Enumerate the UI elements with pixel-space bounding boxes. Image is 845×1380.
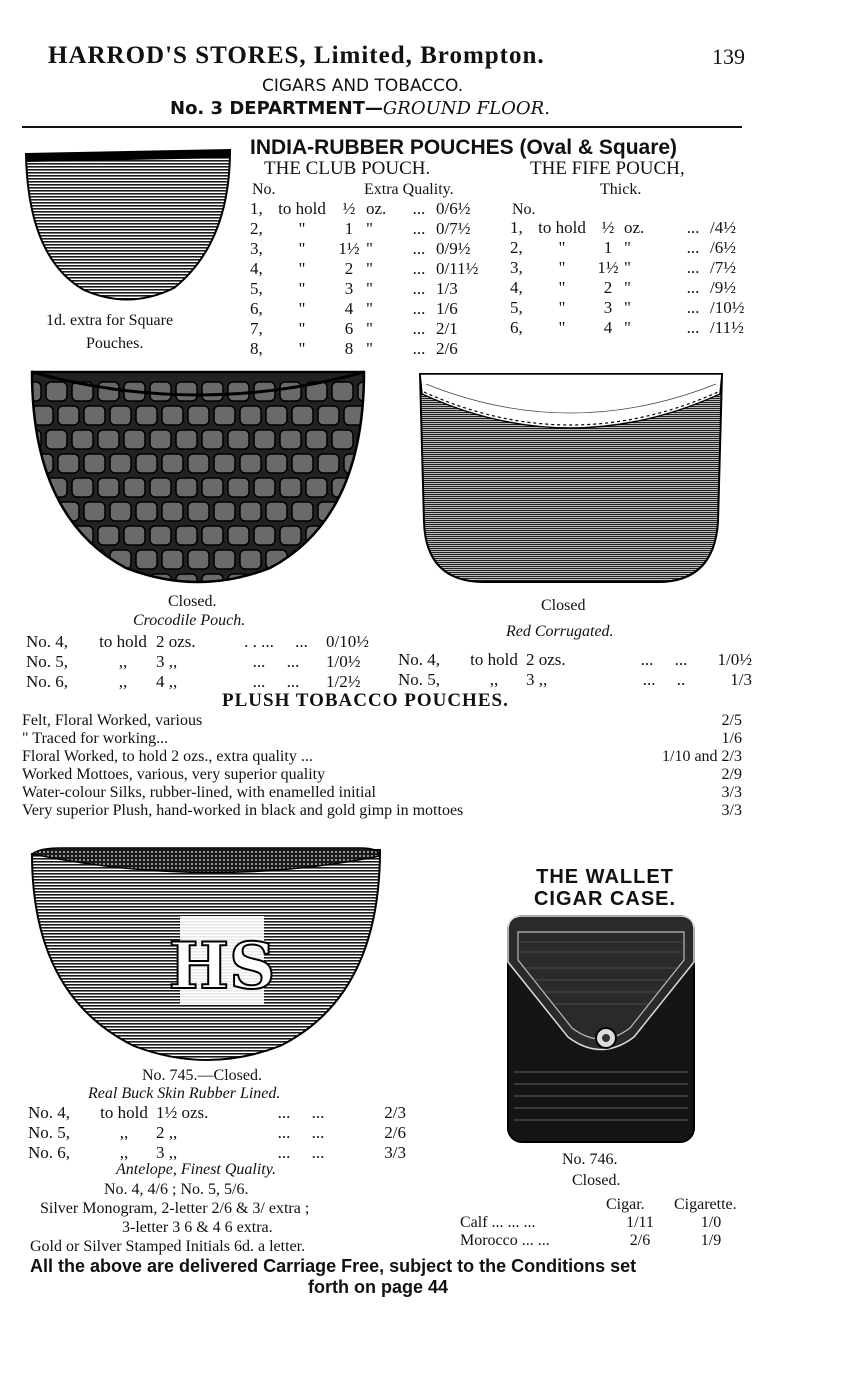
row-quantity: 4 ,, bbox=[156, 672, 178, 691]
square-note-line1: 1d. extra for Square bbox=[46, 312, 174, 329]
rubber-pouches-heading: INDIA-RUBBER POUCHES (Oval & Square) bbox=[250, 136, 678, 159]
row-unit: " bbox=[624, 258, 631, 277]
corrugated-pouch-illustration bbox=[418, 372, 724, 586]
row-hold: " bbox=[558, 298, 566, 317]
rubber-pouch-illustration bbox=[24, 148, 236, 308]
plush-description: Worked Mottoes, various, very superior quality bbox=[22, 766, 326, 783]
fife-pouch-row bbox=[510, 298, 760, 318]
fife-col-thick: Thick. bbox=[600, 181, 642, 198]
row-number: 5, bbox=[510, 298, 523, 317]
plush-description: " Traced for working... bbox=[22, 730, 169, 747]
buckskin-row bbox=[28, 1103, 406, 1123]
row-hold: ,, bbox=[119, 1123, 129, 1142]
row-unit: " bbox=[624, 298, 631, 317]
row-leader: ... ... bbox=[277, 1143, 325, 1162]
category-heading: CIGARS AND TOBACCO. bbox=[262, 76, 464, 96]
row-leader: ... bbox=[412, 279, 426, 298]
row-quantity: 3 ,, bbox=[156, 1143, 178, 1162]
row-quantity: 2 bbox=[603, 278, 613, 297]
row-number: No. 4, bbox=[28, 1103, 71, 1122]
row-quantity: 6 bbox=[344, 319, 354, 338]
row-quantity: 1½ bbox=[597, 258, 619, 277]
club-pouch-row bbox=[250, 239, 486, 259]
row-quantity: 8 bbox=[344, 339, 354, 358]
row-hold: to hold bbox=[278, 199, 326, 218]
row-unit: " bbox=[624, 278, 631, 297]
row-number: 6, bbox=[250, 299, 263, 318]
row-hold: ,, bbox=[119, 1143, 129, 1162]
row-hold: ,, bbox=[118, 672, 128, 691]
row-price: 0/7½ bbox=[436, 219, 471, 238]
row-number: 3, bbox=[250, 239, 263, 258]
row-leader: ... ... bbox=[277, 1103, 325, 1122]
row-unit: " bbox=[366, 219, 373, 238]
row-number: No. 5, bbox=[398, 670, 441, 689]
plush-row bbox=[22, 802, 742, 820]
row-hold: to hold bbox=[470, 650, 518, 669]
row-number: 4, bbox=[250, 259, 263, 278]
row-leader: ... bbox=[686, 278, 700, 297]
row-leader: ... bbox=[412, 239, 426, 258]
department-line: No. 3 DEPARTMENT—GROUND FLOOR. bbox=[170, 98, 550, 119]
buckskin-row bbox=[28, 1123, 406, 1143]
row-leader: ... bbox=[412, 219, 426, 238]
plush-price: 3/3 bbox=[721, 784, 742, 801]
row-price: 1/3 bbox=[730, 670, 752, 689]
plush-price: 2/5 bbox=[721, 712, 742, 729]
wallet-col-cigar: Cigar. bbox=[606, 1196, 645, 1213]
footer-line1: All the above are delivered Carriage Free, subject to the Conditions set bbox=[30, 1256, 637, 1276]
row-number: No. 4, bbox=[398, 650, 441, 669]
buckskin-row bbox=[28, 1143, 406, 1163]
square-note-line2: Pouches. bbox=[86, 335, 144, 352]
row-leader: ... bbox=[412, 339, 426, 358]
plush-price: 1/6 bbox=[721, 730, 742, 747]
row-number: No. 5, bbox=[28, 1123, 71, 1142]
row-hold: " bbox=[558, 318, 566, 337]
wallet-cigarette-price: 1/0 bbox=[700, 1214, 722, 1231]
crocodile-row bbox=[26, 652, 386, 672]
wallet-price-table bbox=[460, 1214, 748, 1250]
store-title: HARROD'S STORES, Limited, Brompton. bbox=[48, 42, 545, 69]
fife-pouch-title: THE FIFE POUCH, bbox=[530, 158, 685, 179]
row-number: 4, bbox=[510, 278, 523, 297]
row-quantity: ½ bbox=[342, 199, 356, 218]
wallet-title-2: CIGAR CASE. bbox=[533, 888, 677, 910]
fife-pouch-row bbox=[510, 318, 760, 338]
row-number: 7, bbox=[250, 319, 263, 338]
plush-price: 3/3 bbox=[721, 802, 742, 819]
row-hold: to hold bbox=[538, 218, 586, 237]
wallet-cigarette-price: 1/9 bbox=[700, 1232, 722, 1249]
plush-row bbox=[22, 748, 742, 766]
club-col-quality: Extra Quality. bbox=[364, 181, 454, 198]
antelope-prices: No. 4, 4/6 ; No. 5, 5/6. bbox=[104, 1181, 249, 1198]
row-price: 1/0½ bbox=[326, 652, 361, 671]
row-unit: " bbox=[624, 238, 631, 257]
row-price: 2/6 bbox=[384, 1123, 406, 1142]
row-number: 1, bbox=[250, 199, 263, 218]
row-price: /11½ bbox=[710, 318, 744, 337]
row-leader: ... bbox=[686, 258, 700, 277]
row-price: 0/11½ bbox=[436, 259, 479, 278]
row-leader: ... bbox=[412, 259, 426, 278]
row-quantity: 2 ozs. bbox=[526, 650, 566, 669]
row-hold: ,, bbox=[118, 652, 128, 671]
buckskin-name: Real Buck Skin Rubber Lined. bbox=[88, 1085, 281, 1102]
wallet-case-illustration bbox=[504, 912, 698, 1146]
row-leader: ... bbox=[412, 319, 426, 338]
monogram-line1: Silver Monogram, 2-letter 2/6 & 3/ extra ; bbox=[40, 1200, 310, 1217]
footer-line2: forth on page 44 bbox=[308, 1277, 449, 1297]
row-hold: to hold bbox=[100, 1103, 148, 1122]
row-unit: " bbox=[366, 299, 373, 318]
row-quantity: 4 bbox=[603, 318, 613, 337]
row-quantity: 2 ozs. bbox=[156, 632, 196, 651]
row-leader: ... bbox=[686, 238, 700, 257]
club-pouch-row bbox=[250, 339, 486, 359]
plush-row bbox=[22, 766, 742, 784]
row-hold: " bbox=[298, 279, 306, 298]
row-unit: " bbox=[366, 239, 373, 258]
wallet-material: Calf ... ... ... bbox=[460, 1214, 536, 1231]
row-hold: " bbox=[558, 238, 566, 257]
row-number: 2, bbox=[510, 238, 523, 257]
row-hold: " bbox=[298, 259, 306, 278]
row-number: 3, bbox=[510, 258, 523, 277]
plush-heading: PLUSH TOBACCO POUCHES. bbox=[222, 690, 509, 711]
row-leader: ... ... bbox=[640, 650, 688, 669]
club-col-no: No. bbox=[252, 181, 276, 198]
row-quantity: 4 bbox=[344, 299, 354, 318]
crocodile-row bbox=[26, 632, 386, 652]
row-quantity: 1½ ozs. bbox=[156, 1103, 209, 1122]
club-pouch-row bbox=[250, 319, 486, 339]
header-rule bbox=[22, 126, 742, 128]
row-hold: " bbox=[558, 278, 566, 297]
crocodile-closed-label: Closed. bbox=[168, 593, 217, 610]
fife-pouch-table bbox=[510, 218, 760, 338]
club-pouch-row bbox=[250, 299, 486, 319]
row-number: 1, bbox=[510, 218, 523, 237]
row-price: 2/3 bbox=[384, 1103, 406, 1122]
fife-pouch-row bbox=[510, 238, 760, 258]
row-unit: " bbox=[366, 339, 373, 358]
row-hold: " bbox=[558, 258, 566, 277]
row-unit: " bbox=[366, 319, 373, 338]
monogram-text: HS bbox=[168, 929, 276, 1004]
row-leader: ... ... bbox=[252, 652, 300, 671]
row-leader: ... ... bbox=[252, 672, 300, 691]
row-hold: " bbox=[298, 239, 306, 258]
row-number: No. 5, bbox=[26, 652, 69, 671]
plush-description: Floral Worked, to hold 2 ozs., extra quality ... bbox=[22, 748, 313, 765]
wallet-col-cigarette: Cigarette. bbox=[674, 1196, 737, 1213]
wallet-cigar-price: 2/6 bbox=[629, 1232, 651, 1249]
fife-pouch-row bbox=[510, 218, 760, 238]
row-quantity: ½ bbox=[601, 218, 615, 237]
club-pouch-row bbox=[250, 279, 486, 299]
wallet-title-1: THE WALLET bbox=[536, 866, 674, 888]
fife-pouch-row bbox=[510, 258, 760, 278]
corrugated-price-table bbox=[398, 650, 752, 690]
row-leader: ... bbox=[686, 218, 700, 237]
row-price: 0/9½ bbox=[436, 239, 471, 258]
row-quantity: 1 bbox=[344, 219, 354, 238]
row-leader: ... .. bbox=[642, 670, 686, 689]
row-price: /6½ bbox=[710, 238, 736, 257]
row-leader: ... bbox=[412, 299, 426, 318]
row-quantity: 1 bbox=[603, 238, 613, 257]
row-hold: " bbox=[298, 339, 306, 358]
row-price: /9½ bbox=[710, 278, 736, 297]
wallet-row bbox=[460, 1214, 748, 1232]
plush-row bbox=[22, 784, 742, 802]
row-price: /7½ bbox=[710, 258, 736, 277]
corrugated-row bbox=[398, 650, 752, 670]
monogram-line2: 3-letter 3 6 & 4 6 extra. bbox=[122, 1219, 273, 1236]
buckskin-price-table bbox=[28, 1103, 406, 1163]
wallet-cigar-price: 1/11 bbox=[626, 1214, 654, 1231]
row-number: No. 6, bbox=[28, 1143, 71, 1162]
row-price: 1/3 bbox=[436, 279, 458, 298]
row-hold: " bbox=[298, 319, 306, 338]
plush-description: Very superior Plush, hand-worked in black and gold gimp in mottoes bbox=[22, 802, 464, 819]
crocodile-price-table bbox=[26, 632, 386, 692]
plush-row bbox=[22, 730, 742, 748]
row-quantity: 3 ,, bbox=[156, 652, 178, 671]
row-price: 0/10½ bbox=[326, 632, 369, 651]
club-pouch-row bbox=[250, 219, 486, 239]
plush-price: 2/9 bbox=[721, 766, 742, 783]
fife-col-no: No. bbox=[512, 201, 536, 218]
row-price: 3/3 bbox=[384, 1143, 406, 1162]
row-price: /10½ bbox=[710, 298, 745, 317]
club-pouch-table bbox=[250, 199, 486, 359]
row-number: No. 4, bbox=[26, 632, 69, 651]
row-price: 2/1 bbox=[436, 319, 458, 338]
row-quantity: 2 bbox=[344, 259, 354, 278]
club-pouch-title: THE CLUB POUCH. bbox=[264, 158, 431, 179]
row-hold: ,, bbox=[489, 670, 499, 689]
wallet-row bbox=[460, 1232, 748, 1250]
corrugated-row bbox=[398, 670, 752, 690]
row-quantity: 3 ,, bbox=[526, 670, 548, 689]
corrugated-closed-label: Closed bbox=[541, 597, 586, 614]
row-unit: " bbox=[366, 279, 373, 298]
row-number: No. 6, bbox=[26, 672, 69, 691]
row-number: 6, bbox=[510, 318, 523, 337]
row-price: 1/0½ bbox=[717, 650, 752, 669]
row-leader: ... bbox=[686, 298, 700, 317]
page-number: 139 bbox=[712, 44, 745, 69]
antelope-heading: Antelope, Finest Quality. bbox=[116, 1161, 276, 1178]
row-unit: " bbox=[624, 318, 631, 337]
buckskin-pouch-illustration bbox=[30, 846, 384, 1066]
row-unit: " bbox=[366, 259, 373, 278]
buckskin-caption: No. 745.—Closed. bbox=[142, 1067, 262, 1084]
crocodile-row bbox=[26, 672, 386, 692]
stamped-initials-line: Gold or Silver Stamped Initials 6d. a letter. bbox=[30, 1238, 306, 1255]
fife-pouch-row bbox=[510, 278, 760, 298]
row-unit: oz. bbox=[624, 218, 645, 237]
plush-description: Felt, Floral Worked, various bbox=[22, 712, 203, 729]
row-quantity: 3 bbox=[344, 279, 354, 298]
row-number: 2, bbox=[250, 219, 263, 238]
row-leader: ... bbox=[412, 199, 426, 218]
row-leader: . . ... ... bbox=[244, 632, 308, 651]
row-leader: ... ... bbox=[277, 1123, 325, 1142]
row-hold: " bbox=[298, 299, 306, 318]
row-price: 2/6 bbox=[436, 339, 458, 358]
club-pouch-row bbox=[250, 199, 486, 219]
row-price: 1/2½ bbox=[326, 672, 361, 691]
row-hold: to hold bbox=[99, 632, 147, 651]
plush-price: 1/10 and 2/3 bbox=[662, 748, 742, 765]
row-hold: " bbox=[298, 219, 306, 238]
row-unit: oz. bbox=[366, 199, 387, 218]
crocodile-name: Crocodile Pouch. bbox=[133, 612, 246, 629]
row-quantity: 2 ,, bbox=[156, 1123, 178, 1142]
row-quantity: 1½ bbox=[338, 239, 360, 258]
plush-description: Water-colour Silks, rubber-lined, with enamelled initial bbox=[22, 784, 376, 801]
plush-row bbox=[22, 712, 742, 730]
row-price: 1/6 bbox=[436, 299, 458, 318]
wallet-material: Morocco ... ... bbox=[460, 1232, 550, 1249]
row-price: 0/6½ bbox=[436, 199, 471, 218]
club-pouch-row bbox=[250, 259, 486, 279]
wallet-number: No. 746. bbox=[562, 1151, 618, 1168]
wallet-closed-label: Closed. bbox=[572, 1172, 621, 1189]
row-number: 5, bbox=[250, 279, 263, 298]
row-number: 8, bbox=[250, 339, 263, 358]
corrugated-name: Red Corrugated. bbox=[506, 623, 614, 640]
crocodile-pouch-illustration bbox=[30, 368, 366, 586]
row-leader: ... bbox=[686, 318, 700, 337]
plush-price-table bbox=[22, 712, 742, 820]
row-price: /4½ bbox=[710, 218, 736, 237]
row-quantity: 3 bbox=[603, 298, 613, 317]
